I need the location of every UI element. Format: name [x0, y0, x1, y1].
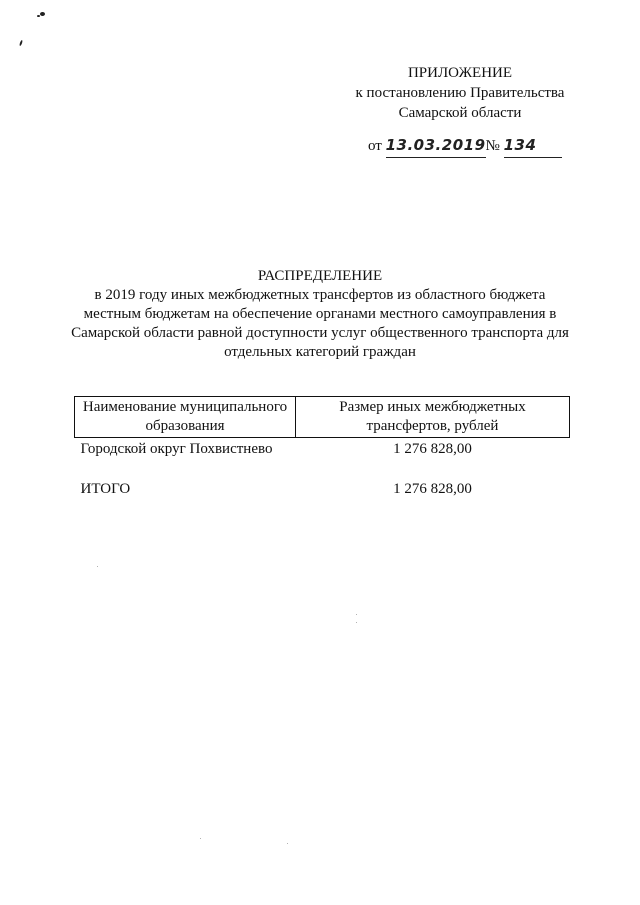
date-prefix: от — [368, 138, 382, 154]
document-subtitle: в 2019 году иных межбюджетных трансфертов из областного бюджета местным бюджетам на обеспечение органами местного самоуправления в Самарской области равной доступности услуг общественного транспорта для отдельных категорий граждан — [71, 287, 569, 360]
decree-date-number — [368, 134, 562, 158]
table-row — [75, 438, 570, 479]
handwritten-number: 134 — [503, 136, 537, 154]
row-municipality: Городской округ Похвистнево — [80, 441, 273, 457]
row-amount: 1 276 828,00 — [393, 441, 472, 457]
distribution-table — [74, 396, 570, 518]
header-amount: Размер иных межбюджетных трансфертов, рублей — [296, 397, 570, 438]
number-sign: № — [485, 138, 500, 154]
appendix-region-line: Самарской области — [398, 105, 522, 121]
table-header-row — [75, 397, 570, 438]
total-label: ИТОГО — [80, 481, 131, 497]
appendix-reference-line: к постановлению Правительства — [355, 85, 565, 101]
total-amount: 1 276 828,00 — [393, 481, 472, 497]
number-field — [504, 134, 562, 158]
table-total-row — [75, 478, 570, 518]
document-title: РАСПРЕДЕЛЕНИЕ — [257, 268, 383, 284]
handwritten-date: 13.03.2019 — [385, 136, 486, 154]
header-municipality: Наименование муниципального образования — [75, 397, 296, 438]
date-field — [386, 134, 486, 158]
appendix-title: ПРИЛОЖЕНИЕ — [407, 65, 513, 81]
